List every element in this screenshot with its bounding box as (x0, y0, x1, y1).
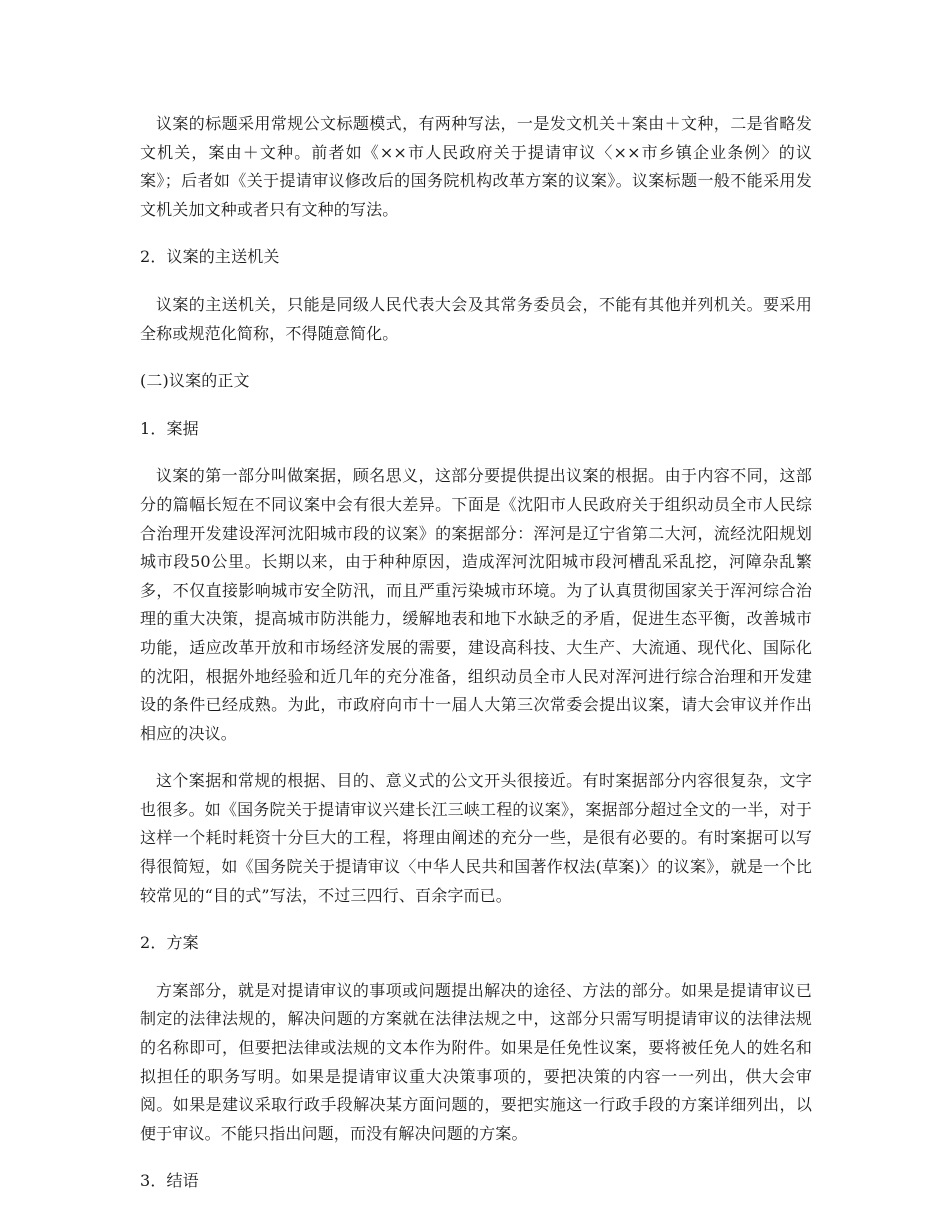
heading-conclusion: 3．结语 (140, 1171, 199, 1191)
heading-grounds: 1．案据 (140, 418, 199, 438)
paragraph-title-format: 议案的标题采用常规公文标题模式，有两种写法，一是发文机关＋案由＋文种，二是省略发文机关，案由＋文种。前者如《××市人民政府关于提请审议〈××市乡镇企业条例〉的议案》；后者如《关于提请审议修改后的国务院机构改革方案的议案》。议案标题一般不能采用发文机关加文种或者只有文种的写法。 (140, 114, 812, 219)
heading-body: (二)议案的正文 (140, 371, 250, 391)
heading-main-recipient: 2．议案的主送机关 (140, 247, 280, 267)
paragraph-grounds-example: 议案的第一部分叫做案据，顾名思义，这部分要提供提出议案的根据。由于内容不同，这部分的篇幅长短在不同议案中会有很大差异。下面是《沈阳市人民政府关于组织动员全市人民综合治理开发建设浑河沈阳城市段的议案》的案据部分：浑河是辽宁省第二大河，流经沈阳规划城市段50公里。长期以来，由于种种原因，造成浑河沈阳城市段河槽乱采乱挖，河障杂乱繁多，不仅直接影响城市安全防汛，而且严重污染城市环境。为了认真贯彻国家关于浑河综合治理的重大决策，提高城市防洪能力，缓解地表和地下水缺乏的矛盾，促进生态平衡，改善城市功能，适应改革开放和市场经济发展的需要，建设高科技、大生产、大流通、现代化、国际化的沈阳，根据外地经验和近几年的充分准备，组织动员全市人民对浑河进行综合治理和开发建设的条件已经成熟。为此，市政府向市十一届人大第三次常委会提出议案，请大会审议并作出相应的决议。 (140, 466, 812, 743)
paragraph-grounds-discussion: 这个案据和常规的根据、目的、意义式的公文开头很接近。有时案据部分内容很复杂，文字也很多。如《国务院关于提请审议兴建长江三峡工程的议案》，案据部分超过全文的一半，对于这样一个耗时耗资十分巨大的工程，将理由阐述的充分一些，是很有必要的。有时案据可以写得很简短，如《国务院关于提请审议〈中华人民共和国著作权法(草案)〉的议案》，就是一个比较常见的“目的式”写法，不过三四行、百余字而已。 (140, 771, 812, 905)
document-page (140, 110, 812, 1215)
paragraph-main-recipient: 议案的主送机关，只能是同级人民代表大会及其常务委员会，不能有其他并列机关。要采用全称或规范化简称，不得随意简化。 (140, 294, 812, 343)
heading-plan: 2．方案 (140, 933, 199, 953)
paragraph-plan: 方案部分，就是对提请审议的事项或问题提出解决的途径、方法的部分。如果是提请审议已制定的法律法规的，解决问题的方案就在法律法规之中，这部分只需写明提请审议的法律法规的名称即可，但要把法律或法规的文本作为附件。如果是任免性议案，要将被任免人的姓名和拟担任的职务写明。如果是提请审议重大决策事项的，要把决策的内容一一列出，供大会审阅。如果是建议采取行政手段解决某方面问题的，要把实施这一行政手段的方案详细列出，以便于审议。不能只指出问题，而没有解决问题的方案。 (140, 980, 812, 1143)
